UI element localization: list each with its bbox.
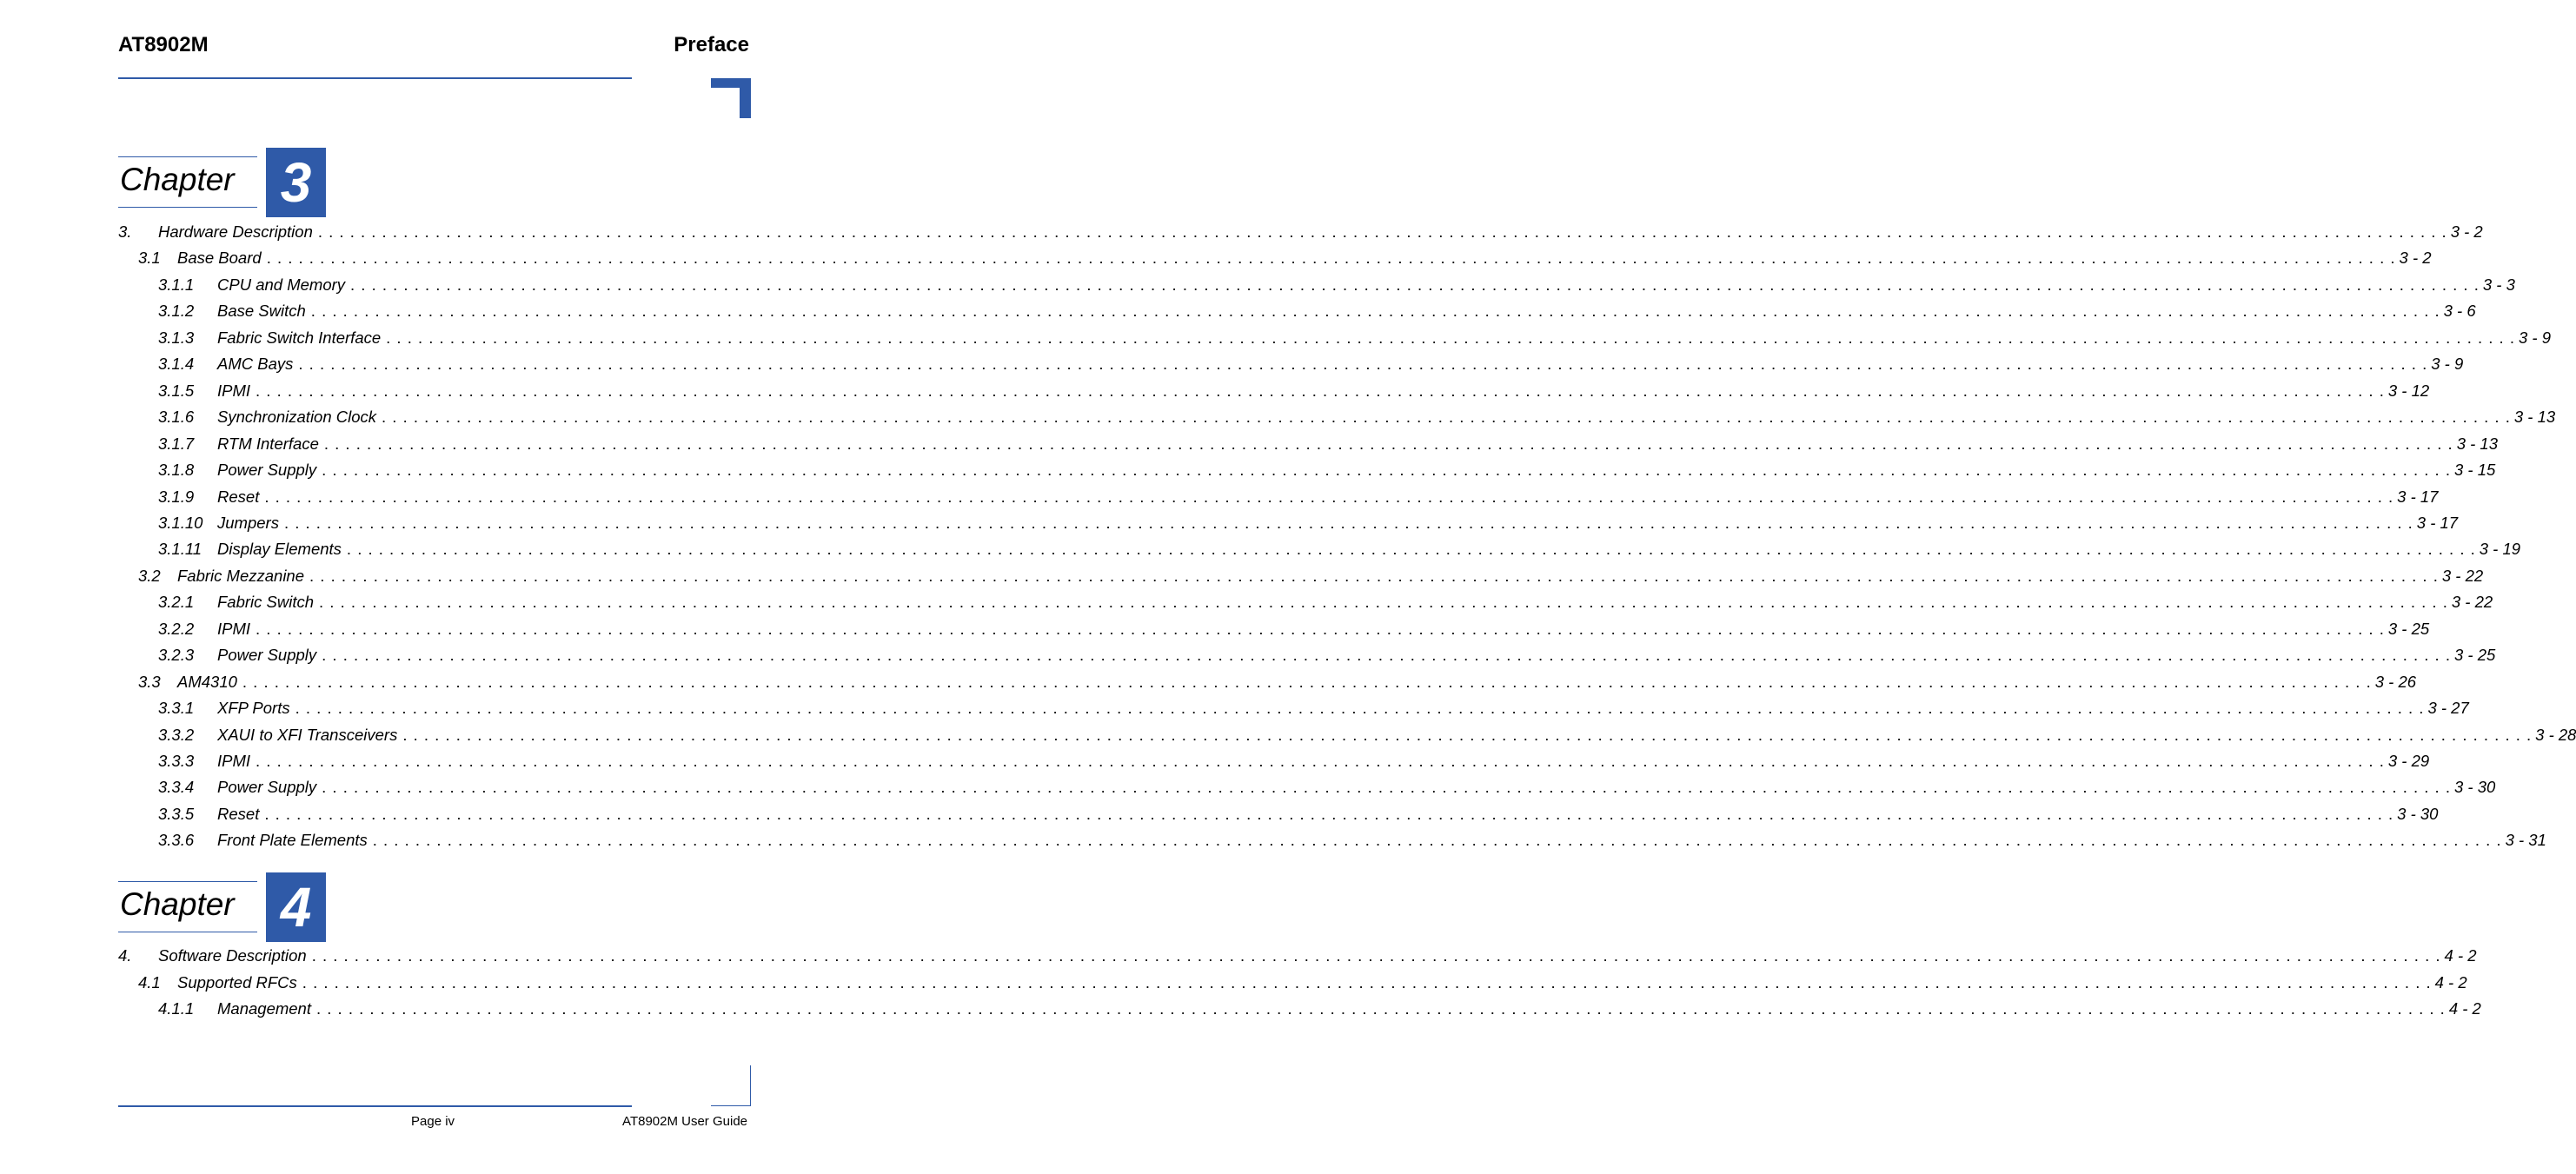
toc-leader-dots: . . . . . . . . . . . . . . . . . . . . . . . . . . . . . . . . . . . . . . . . . . . . . . . . . . . . . . . . . . . . . . . . . . . . . . . . . . . . . . . . . . . . . . . . . . . . . . . . . . . . . . . . . . . . . . . . . . . . . . . . . . . . . . . . . . . . . . . . . . . . . . . . . . . . . . . . . . . . . . . . . . . . . . . . . . . . . . . . . . . . . . . . . . . . . . . . . . . . . . . . (319, 593, 2448, 612)
toc-leader-dots: . . . . . . . . . . . . . . . . . . . . . . . . . . . . . . . . . . . . . . . . . . . . . . . . . . . . . . . . . . . . . . . . . . . . . . . . . . . . . . . . . . . . . . . . . . . . . . . . . . . . . . . . . . . . . . . . . . . . . . . . . . . . . . . . . . . . . . . . . . . . . . . . . . . . . . . . . . . . . . . . . . . . . . . . . . . . . . . . . . . . . . . . . . . . . . . . . . . . . . . . (264, 487, 2394, 506)
toc-entry-title: Power Supply (217, 461, 317, 480)
toc-entry-title: XAUI to XFI Transceivers (217, 725, 398, 744)
toc-entry-page: 4 - 2 (2434, 972, 2467, 992)
toc-entry-page: 3 - 26 (2374, 672, 2417, 691)
toc-entry-title: Management (217, 999, 311, 1018)
toc-entry-number: 3.1.9 (158, 487, 195, 506)
toc-entry[interactable] (158, 487, 2439, 508)
toc-entry-page: 3 - 17 (2397, 487, 2439, 506)
toc-entry-title: XFP Ports (217, 699, 290, 718)
toc-entry-title: Power Supply (217, 646, 317, 665)
toc-entry-number: 4.1.1 (158, 999, 195, 1018)
toc-leader-dots: . . . . . . . . . . . . . . . . . . . . . . . . . . . . . . . . . . . . . . . . . . . . . . . . . . . . . . . . . . . . . . . . . . . . . . . . . . . . . . . . . . . . . . . . . . . . . . . . . . . . . . . . . . . . . . . . . . . . . . . . . . . . . . . . . . . . . . . . . . . . . . . . . . . . . . . . . . . . . . . . . . . . . . . . . . . . . . . . . . . . . . . . . . . . . . . . . . . . . . . . (309, 566, 2439, 585)
toc-entry[interactable] (158, 513, 2459, 534)
toc-entry[interactable] (158, 752, 2430, 773)
toc-entry[interactable] (158, 328, 2552, 349)
toc-entry[interactable] (158, 778, 2496, 799)
toc-entry[interactable] (158, 355, 2464, 375)
toc-leader-dots: . . . . . . . . . . . . . . . . . . . . . . . . . . . . . . . . . . . . . . . . . . . . . . . . . . . . . . . . . . . . . . . . . . . . . . . . . . . . . . . . . . . . . . . . . . . . . . . . . . . . . . . . . . . . . . . . . . . . . . . . . . . . . . . . . . . . . . . . . . . . . . . . . . . . . . . . . . . . . . . . . . . . . . . . . . . . . . . . . . . . . . . . . . . . . . . . . . . . . . . . (317, 222, 2447, 241)
toc-entry-number: 3.1.1 (158, 275, 195, 294)
toc-entry-number: 3.3.3 (158, 752, 195, 770)
toc-leader-dots: . . . . . . . . . . . . . . . . . . . . . . . . . . . . . . . . . . . . . . . . . . . . . . . . . . . . . . . . . . . . . . . . . . . . . . . . . . . . . . . . . . . . . . . . . . . . . . . . . . . . . . . . . . . . . . . . . . . . . . . . . . . . . . . . . . . . . . . . . . . . . . . . . . . . . . . . . . . . . . . . . . . . . . . . . . . . . . . . . . . . . . . . . . . . . . . . . . . . . . . . (256, 752, 2385, 770)
header-section: Preface (674, 33, 749, 56)
toc-leader-dots: . . . . . . . . . . . . . . . . . . . . . . . . . . . . . . . . . . . . . . . . . . . . . . . . . . . . . . . . . . . . . . . . . . . . . . . . . . . . . . . . . . . . . . . . . . . . . . . . . . . . . . . . . . . . . . . . . . . . . . . . . . . . . . . . . . . . . . . . . . . . . . . . . . . . . . . . . . . . . . . . . . . . . . . . . . . . . . . . . . . . . . . . . . . . . . . . . . . . . . . . (295, 699, 2425, 718)
toc-leader-dots: . . . . . . . . . . . . . . . . . . . . . . . . . . . . . . . . . . . . . . . . . . . . . . . . . . . . . . . . . . . . . . . . . . . . . . . . . . . . . . . . . . . . . . . . . . . . . . . . . . . . . . . . . . . . . . . . . . . . . . . . . . . . . . . . . . . . . . . . . . . . . . . . . . . . . . . . . . . . . . . . . . . . . . . . . . . . . . . . . . . . . . . . . . . . . . . . . . . . . . . . (372, 831, 2502, 850)
toc-entry-page: 3 - 2 (2450, 222, 2483, 241)
toc-entry-number: 3.1 (138, 249, 161, 268)
toc-leader-dots: . . . . . . . . . . . . . . . . . . . . . . . . . . . . . . . . . . . . . . . . . . . . . . . . . . . . . . . . . . . . . . . . . . . . . . . . . . . . . . . . . . . . . . . . . . . . . . . . . . . . . . . . . . . . . . . . . . . . . . . . . . . . . . . . . . . . . . . . . . . . . . . . . . . . . . . . . . . . . . . . . . . . . . . . . . . . . . . . . . . . . . . . . . . . . . . . . . . . . . . . (323, 434, 2453, 453)
toc-entry-page: 4 - 2 (2444, 946, 2477, 965)
chapter-word: Chapter (120, 162, 235, 197)
toc-entry-number: 3.1.4 (158, 355, 195, 374)
toc-entry-title: Fabric Switch Interface (217, 328, 382, 347)
toc-entry-number: 3.3.5 (158, 804, 195, 823)
toc-entry-page: 3 - 13 (2456, 434, 2499, 453)
toc-entry-number: 3.2.2 (158, 619, 195, 638)
toc-entry-number: 3.3 (138, 672, 161, 691)
toc-entry[interactable] (118, 946, 2477, 967)
toc-entry-page: 3 - 25 (2453, 646, 2496, 665)
toc-entry-page: 3 - 19 (2479, 540, 2521, 559)
header-rule (118, 77, 632, 79)
toc-entry[interactable] (158, 619, 2430, 640)
toc-entry-number: 3.3.1 (158, 699, 195, 718)
toc-leader-dots: . . . . . . . . . . . . . . . . . . . . . . . . . . . . . . . . . . . . . . . . . . . . . . . . . . . . . . . . . . . . . . . . . . . . . . . . . . . . . . . . . . . . . . . . . . . . . . . . . . . . . . . . . . . . . . . . . . . . . . . . . . . . . . . . . . . . . . . . . . . . . . . . . . . . . . . . . . . . . . . . . . . . . . . . . . . . . . . . . . . . . . . . . . . . . . . . . . . . . . . . (266, 249, 2396, 268)
toc-entry[interactable] (138, 249, 2432, 269)
toc-entry-page: 3 - 15 (2453, 461, 2496, 480)
toc-entry-page: 3 - 9 (2431, 355, 2464, 374)
toc-entry[interactable] (138, 566, 2484, 587)
footer-page-number: Page iv (411, 1114, 455, 1129)
toc-entry[interactable] (158, 381, 2430, 402)
toc-leader-dots: . . . . . . . . . . . . . . . . . . . . . . . . . . . . . . . . . . . . . . . . . . . . . . . . . . . . . . . . . . . . . . . . . . . . . . . . . . . . . . . . . . . . . . . . . . . . . . . . . . . . . . . . . . . . . . . . . . . . . . . . . . . . . . . . . . . . . . . . . . . . . . . . . . . . . . . . . . . . . . . . . . . . . . . . . . . . . . . . . . . . . . . . . . . . . . . . . . . . . . . . (242, 672, 2372, 691)
toc-leader-dots: . . . . . . . . . . . . . . . . . . . . . . . . . . . . . . . . . . . . . . . . . . . . . . . . . . . . . . . . . . . . . . . . . . . . . . . . . . . . . . . . . . . . . . . . . . . . . . . . . . . . . . . . . . . . . . . . . . . . . . . . . . . . . . . . . . . . . . . . . . . . . . . . . . . . . . . . . . . . . . . . . . . . . . . . . . . . . . . . . . . . . . . . . . . . . . . . . . . . . . . . (322, 461, 2451, 480)
toc-leader-dots: . . . . . . . . . . . . . . . . . . . . . . . . . . . . . . . . . . . . . . . . . . . . . . . . . . . . . . . . . . . . . . . . . . . . . . . . . . . . . . . . . . . . . . . . . . . . . . . . . . . . . . . . . . . . . . . . . . . . . . . . . . . . . . . . . . . . . . . . . . . . . . . . . . . . . . . . . . . . . . . . . . . . . . . . . . . . . . . . . . . . . . . . . . . . . . . . . . . . . . . . (298, 355, 2428, 374)
toc-entry-number: 3.1.2 (158, 302, 195, 321)
toc-leader-dots: . . . . . . . . . . . . . . . . . . . . . . . . . . . . . . . . . . . . . . . . . . . . . . . . . . . . . . . . . . . . . . . . . . . . . . . . . . . . . . . . . . . . . . . . . . . . . . . . . . . . . . . . . . . . . . . . . . . . . . . . . . . . . . . . . . . . . . . . . . . . . . . . . . . . . . . . . . . . . . . . . . . . . . . . . . . . . . . . . . . . . . . . . . . . . . . . . . . . . . . . (346, 540, 2476, 559)
toc-leader-dots: . . . . . . . . . . . . . . . . . . . . . . . . . . . . . . . . . . . . . . . . . . . . . . . . . . . . . . . . . . . . . . . . . . . . . . . . . . . . . . . . . . . . . . . . . . . . . . . . . . . . . . . . . . . . . . . . . . . . . . . . . . . . . . . . . . . . . . . . . . . . . . . . . . . . . . . . . . . . . . . . . . . . . . . . . . . . . . . . . . . . . . . . . . . . . . . . . . . . . . . . (350, 275, 2480, 294)
toc-leader-dots: . . . . . . . . . . . . . . . . . . . . . . . . . . . . . . . . . . . . . . . . . . . . . . . . . . . . . . . . . . . . . . . . . . . . . . . . . . . . . . . . . . . . . . . . . . . . . . . . . . . . . . . . . . . . . . . . . . . . . . . . . . . . . . . . . . . . . . . . . . . . . . . . . . . . . . . . . . . . . . . . . . . . . . . . . . . . . . . . . . . . . . . . . . . . . . . . . . . . . . . . (264, 804, 2394, 823)
toc-entry-title: Reset (217, 804, 260, 823)
toc-entry[interactable] (158, 831, 2546, 852)
toc-entry-number: 3.1.5 (158, 381, 195, 400)
toc-entry-title: Display Elements (217, 540, 342, 559)
toc-entry[interactable] (158, 699, 2469, 720)
toc-entry-title: Power Supply (217, 778, 317, 797)
toc-entry[interactable] (158, 408, 2556, 428)
toc-entry-title: Reset (217, 487, 260, 506)
toc-entry-title: Front Plate Elements (217, 831, 368, 850)
footer-corner-mark (711, 1065, 751, 1106)
toc-entry-number: 3.1.3 (158, 328, 195, 347)
toc-entry-number: 3.2 (138, 566, 161, 585)
toc-entry-page: 3 - 30 (2397, 804, 2439, 823)
toc-entry-page: 3 - 9 (2518, 328, 2552, 347)
toc-leader-dots: . . . . . . . . . . . . . . . . . . . . . . . . . . . . . . . . . . . . . . . . . . . . . . . . . . . . . . . . . . . . . . . . . . . . . . . . . . . . . . . . . . . . . . . . . . . . . . . . . . . . . . . . . . . . . . . . . . . . . . . . . . . . . . . . . . . . . . . . . . . . . . . . . . . . . . . . . . . . . . . . . . . . . . . . . . . . . . . . . . . . . . . . . . . . . . . . . . . . . . . . (310, 302, 2440, 321)
toc-entry-number: 3.1.6 (158, 408, 195, 427)
toc-entry[interactable] (138, 672, 2417, 693)
toc-entry[interactable] (118, 222, 2483, 243)
toc-entry-page: 3 - 12 (2387, 381, 2430, 400)
chapter-number-box: 3 (266, 148, 326, 217)
toc-entry-page: 3 - 29 (2387, 752, 2430, 770)
toc-entry-number: 3.1.8 (158, 461, 195, 480)
toc-entry[interactable] (158, 540, 2521, 560)
chapter-word: Chapter (120, 886, 235, 922)
toc-entry-title: Software Description (158, 946, 307, 965)
toc-leader-dots: . . . . . . . . . . . . . . . . . . . . . . . . . . . . . . . . . . . . . . . . . . . . . . . . . . . . . . . . . . . . . . . . . . . . . . . . . . . . . . . . . . . . . . . . . . . . . . . . . . . . . . . . . . . . . . . . . . . . . . . . . . . . . . . . . . . . . . . . . . . . . . . . . . . . . . . . . . . . . . . . . . . . . . . . . . . . . . . . . . . . . . . . . . . . . . . . . . . . . . . . (256, 381, 2385, 400)
chapter-4-heading (118, 872, 327, 942)
toc-entry-number: 3.1.10 (158, 513, 203, 532)
toc-entry-page: 3 - 22 (2451, 593, 2493, 612)
toc-leader-dots: . . . . . . . . . . . . . . . . . . . . . . . . . . . . . . . . . . . . . . . . . . . . . . . . . . . . . . . . . . . . . . . . . . . . . . . . . . . . . . . . . . . . . . . . . . . . . . . . . . . . . . . . . . . . . . . . . . . . . . . . . . . . . . . . . . . . . . . . . . . . . . . . . . . . . . . . . . . . . . . . . . . . . . . . . . . . . . . . . . . . . . . . . . . . . . . . . . . . . . . . (402, 725, 2533, 744)
toc-entry-title: Hardware Description (158, 222, 313, 241)
toc-entry-number: 3.3.6 (158, 831, 195, 850)
toc-entry[interactable] (158, 725, 2576, 746)
toc-leader-dots: . . . . . . . . . . . . . . . . . . . . . . . . . . . . . . . . . . . . . . . . . . . . . . . . . . . . . . . . . . . . . . . . . . . . . . . . . . . . . . . . . . . . . . . . . . . . . . . . . . . . . . . . . . . . . . . . . . . . . . . . . . . . . . . . . . . . . . . . . . . . . . . . . . . . . . . . . . . . . . . . . . . . . . . . . . . . . . . . . . . . . . . . . . . . . . . . . . . . . . . . (302, 972, 2432, 992)
toc-leader-dots: . . . . . . . . . . . . . . . . . . . . . . . . . . . . . . . . . . . . . . . . . . . . . . . . . . . . . . . . . . . . . . . . . . . . . . . . . . . . . . . . . . . . . . . . . . . . . . . . . . . . . . . . . . . . . . . . . . . . . . . . . . . . . . . . . . . . . . . . . . . . . . . . . . . . . . . . . . . . . . . . . . . . . . . . . . . . . . . . . . . . . . . . . . . . . . . . . . . . . . . . (311, 946, 2441, 965)
toc-entry-page: 4 - 2 (2448, 999, 2481, 1018)
toc-entry-title: IPMI (217, 752, 251, 770)
toc-leader-dots: . . . . . . . . . . . . . . . . . . . . . . . . . . . . . . . . . . . . . . . . . . . . . . . . . . . . . . . . . . . . . . . . . . . . . . . . . . . . . . . . . . . . . . . . . . . . . . . . . . . . . . . . . . . . . . . . . . . . . . . . . . . . . . . . . . . . . . . . . . . . . . . . . . . . . . . . . . . . . . . . . . . . . . . . . . . . . . . . . . . . . . . . . . . . . . . . . . . . . . . . (386, 328, 2515, 347)
toc-entry[interactable] (158, 804, 2439, 826)
header-product: AT8902M (118, 33, 209, 56)
toc-entry-number: 3.2.1 (158, 593, 195, 612)
toc-entry-number: 4. (118, 946, 132, 965)
toc-leader-dots: . . . . . . . . . . . . . . . . . . . . . . . . . . . . . . . . . . . . . . . . . . . . . . . . . . . . . . . . . . . . . . . . . . . . . . . . . . . . . . . . . . . . . . . . . . . . . . . . . . . . . . . . . . . . . . . . . . . . . . . . . . . . . . . . . . . . . . . . . . . . . . . . . . . . . . . . . . . . . . . . . . . . . . . . . . . . . . . . . . . . . . . . . . . . . . . . . . . . . . . . (283, 513, 2413, 532)
toc-entry[interactable] (158, 275, 2515, 296)
toc-entry-page: 3 - 3 (2482, 275, 2515, 294)
toc-leader-dots: . . . . . . . . . . . . . . . . . . . . . . . . . . . . . . . . . . . . . . . . . . . . . . . . . . . . . . . . . . . . . . . . . . . . . . . . . . . . . . . . . . . . . . . . . . . . . . . . . . . . . . . . . . . . . . . . . . . . . . . . . . . . . . . . . . . . . . . . . . . . . . . . . . . . . . . . . . . . . . . . . . . . . . . . . . . . . . . . . . . . . . . . . . . . . . . . . . . . . . . . (322, 646, 2451, 665)
toc-entry-title: IPMI (217, 619, 251, 638)
toc-entry[interactable] (158, 646, 2496, 667)
toc-entry-page: 3 - 22 (2441, 566, 2484, 585)
toc-entry[interactable] (138, 972, 2467, 994)
toc-entry[interactable] (158, 434, 2499, 455)
footer-guide-title: AT8902M User Guide (622, 1114, 747, 1129)
toc-entry-title: RTM Interface (217, 434, 319, 453)
toc-entry-title: IPMI (217, 381, 251, 400)
chapter-3-heading (118, 148, 327, 217)
toc-entry-page: 3 - 17 (2416, 513, 2459, 532)
toc-entry-title: Fabric Mezzanine (177, 566, 305, 585)
toc-leader-dots: . . . . . . . . . . . . . . . . . . . . . . . . . . . . . . . . . . . . . . . . . . . . . . . . . . . . . . . . . . . . . . . . . . . . . . . . . . . . . . . . . . . . . . . . . . . . . . . . . . . . . . . . . . . . . . . . . . . . . . . . . . . . . . . . . . . . . . . . . . . . . . . . . . . . . . . . . . . . . . . . . . . . . . . . . . . . . . . . . . . . . . . . . . . . . . . . . . . . . . . . (315, 999, 2446, 1018)
toc-entry-title: Jumpers (217, 513, 279, 532)
toc-entry-number: 4.1 (138, 972, 161, 992)
toc-entry-number: 3.1.7 (158, 434, 195, 453)
toc-entry-title: Fabric Switch (217, 593, 315, 612)
footer-rule (118, 1105, 632, 1107)
toc-entry[interactable] (158, 593, 2493, 614)
header-corner-mark (711, 78, 751, 118)
toc-entry-page: 3 - 25 (2387, 619, 2430, 638)
toc-entry-number: 3.3.2 (158, 725, 195, 744)
toc-entry-page: 3 - 31 (2505, 831, 2546, 850)
toc-entry[interactable] (158, 999, 2481, 1020)
toc-entry-page: 3 - 13 (2513, 408, 2556, 427)
toc-entry-title: AM4310 (177, 672, 237, 691)
toc-leader-dots: . . . . . . . . . . . . . . . . . . . . . . . . . . . . . . . . . . . . . . . . . . . . . . . . . . . . . . . . . . . . . . . . . . . . . . . . . . . . . . . . . . . . . . . . . . . . . . . . . . . . . . . . . . . . . . . . . . . . . . . . . . . . . . . . . . . . . . . . . . . . . . . . . . . . . . . . . . . . . . . . . . . . . . . . . . . . . . . . . . . . . . . . . . . . . . . . . . . . . . . . (256, 619, 2385, 638)
toc-entry-title: AMC Bays (217, 355, 294, 374)
toc-entry-page: 3 - 30 (2453, 778, 2496, 797)
toc-entry-title: CPU and Memory (217, 275, 346, 294)
toc-entry[interactable] (158, 302, 2476, 322)
toc-entry-number: 3.2.3 (158, 646, 195, 665)
toc-entry-number: 3.1.11 (158, 540, 202, 559)
toc-entry-page: 3 - 2 (2399, 249, 2432, 268)
toc-entry-title: Base Switch (217, 302, 306, 321)
toc-entry-page: 3 - 28 (2535, 725, 2576, 744)
toc-entry[interactable] (158, 461, 2496, 481)
toc-entry-page: 3 - 27 (2427, 699, 2469, 718)
toc-leader-dots: . . . . . . . . . . . . . . . . . . . . . . . . . . . . . . . . . . . . . . . . . . . . . . . . . . . . . . . . . . . . . . . . . . . . . . . . . . . . . . . . . . . . . . . . . . . . . . . . . . . . . . . . . . . . . . . . . . . . . . . . . . . . . . . . . . . . . . . . . . . . . . . . . . . . . . . . . . . . . . . . . . . . . . . . . . . . . . . . . . . . . . . . . . . . . . . . . . . . . . . . (382, 408, 2511, 427)
toc-leader-dots: . . . . . . . . . . . . . . . . . . . . . . . . . . . . . . . . . . . . . . . . . . . . . . . . . . . . . . . . . . . . . . . . . . . . . . . . . . . . . . . . . . . . . . . . . . . . . . . . . . . . . . . . . . . . . . . . . . . . . . . . . . . . . . . . . . . . . . . . . . . . . . . . . . . . . . . . . . . . . . . . . . . . . . . . . . . . . . . . . . . . . . . . . . . . . . . . . . . . . . . . (322, 778, 2451, 797)
chapter-number-box: 4 (266, 872, 326, 942)
toc-entry-title: Base Board (177, 249, 262, 268)
toc-entry-title: Synchronization Clock (217, 408, 377, 427)
toc-entry-number: 3. (118, 222, 132, 241)
toc-entry-number: 3.3.4 (158, 778, 195, 797)
toc-entry-title: Supported RFCs (177, 972, 297, 992)
toc-entry-page: 3 - 6 (2443, 302, 2476, 321)
